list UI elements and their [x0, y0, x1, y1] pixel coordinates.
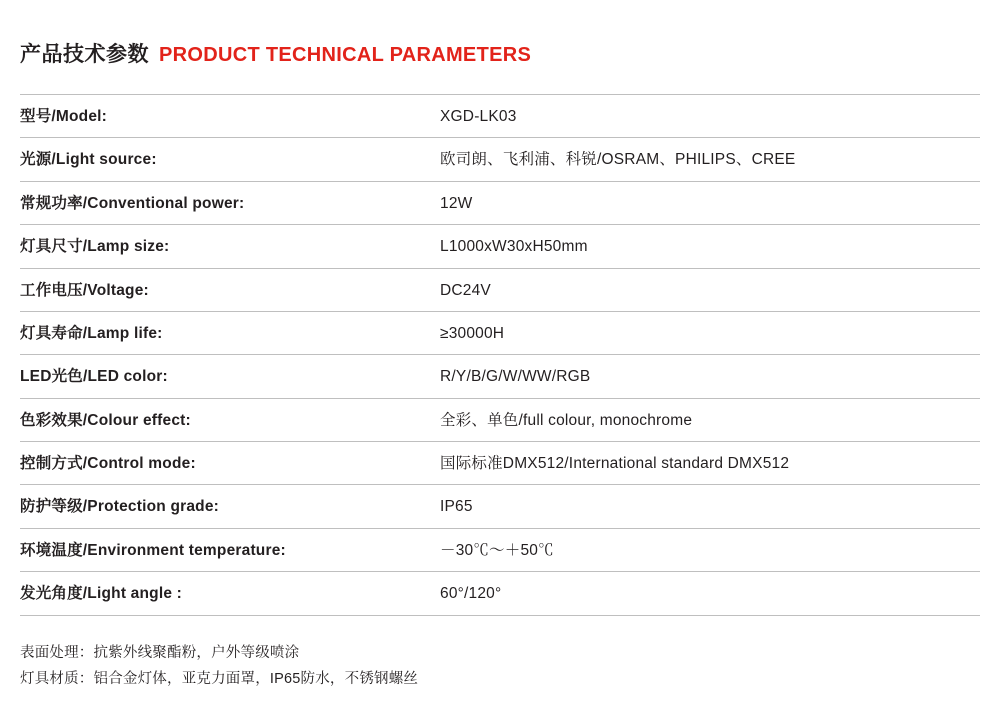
- page-title-en: PRODUCT TECHNICAL PARAMETERS: [159, 44, 532, 66]
- spec-label: 常规功率/Conventional power:: [20, 194, 245, 212]
- table-row: [20, 95, 980, 138]
- footer-notes: [20, 640, 980, 694]
- table-row: [20, 485, 980, 528]
- spec-value: －30℃～＋50℃: [440, 541, 554, 559]
- table-row: [20, 442, 980, 485]
- table-row: [20, 181, 980, 224]
- spec-label: 灯具尺寸/Lamp size:: [20, 238, 170, 256]
- spec-label: 防护等级/Protection grade:: [20, 498, 220, 516]
- spec-value: 12W: [440, 194, 473, 212]
- table-row: [20, 138, 980, 181]
- spec-value: XGD-LK03: [440, 108, 517, 125]
- page-title-cn: 产品技术参数: [20, 43, 149, 66]
- spec-label: 环境温度/Environment temperature:: [20, 541, 286, 559]
- spec-value: IP65: [440, 498, 473, 516]
- spec-value: 全彩、单色/full colour, monochrome: [440, 411, 693, 429]
- table-row: [20, 268, 980, 311]
- spec-label: 工作电压/Voltage:: [20, 281, 149, 299]
- spec-value: L1000xW30xH50mm: [440, 238, 588, 256]
- spec-value: ≥30000H: [440, 324, 505, 342]
- table-row: [20, 528, 980, 571]
- spec-value: DC24V: [440, 281, 491, 299]
- spec-label: 发光角度/Light angle :: [20, 585, 183, 603]
- spec-label: LED光色/LED color:: [20, 368, 168, 386]
- specifications-table: [20, 94, 980, 616]
- table-row: [20, 398, 980, 441]
- spec-label: 光源/Light source:: [20, 151, 157, 169]
- spec-label: 灯具寿命/Lamp life:: [20, 324, 163, 342]
- note-surface-treatment: 表面处理：抗紫外线聚酯粉，户外等级喷涂: [20, 644, 300, 661]
- page-title: [20, 0, 980, 68]
- spec-value: 国际标准DMX512/International standard DMX512: [440, 455, 790, 472]
- note-material: 灯具材质：铝合金灯体，亚克力面罩，IP65防水，不锈钢螺丝: [20, 671, 419, 688]
- table-row: [20, 311, 980, 354]
- table-row: [20, 572, 980, 615]
- spec-label: 控制方式/Control mode:: [20, 455, 196, 472]
- spec-value: R/Y/B/G/W/WW/RGB: [440, 368, 591, 386]
- spec-label: 型号/Model:: [20, 108, 108, 125]
- spec-value: 60°/120°: [440, 585, 502, 603]
- table-row: [20, 225, 980, 268]
- specifications-table-body: [20, 95, 980, 616]
- table-row: [20, 355, 980, 398]
- spec-label: 色彩效果/Colour effect:: [20, 411, 191, 429]
- spec-value: 欧司朗、飞利浦、科锐/OSRAM、PHILIPS、CREE: [440, 151, 796, 169]
